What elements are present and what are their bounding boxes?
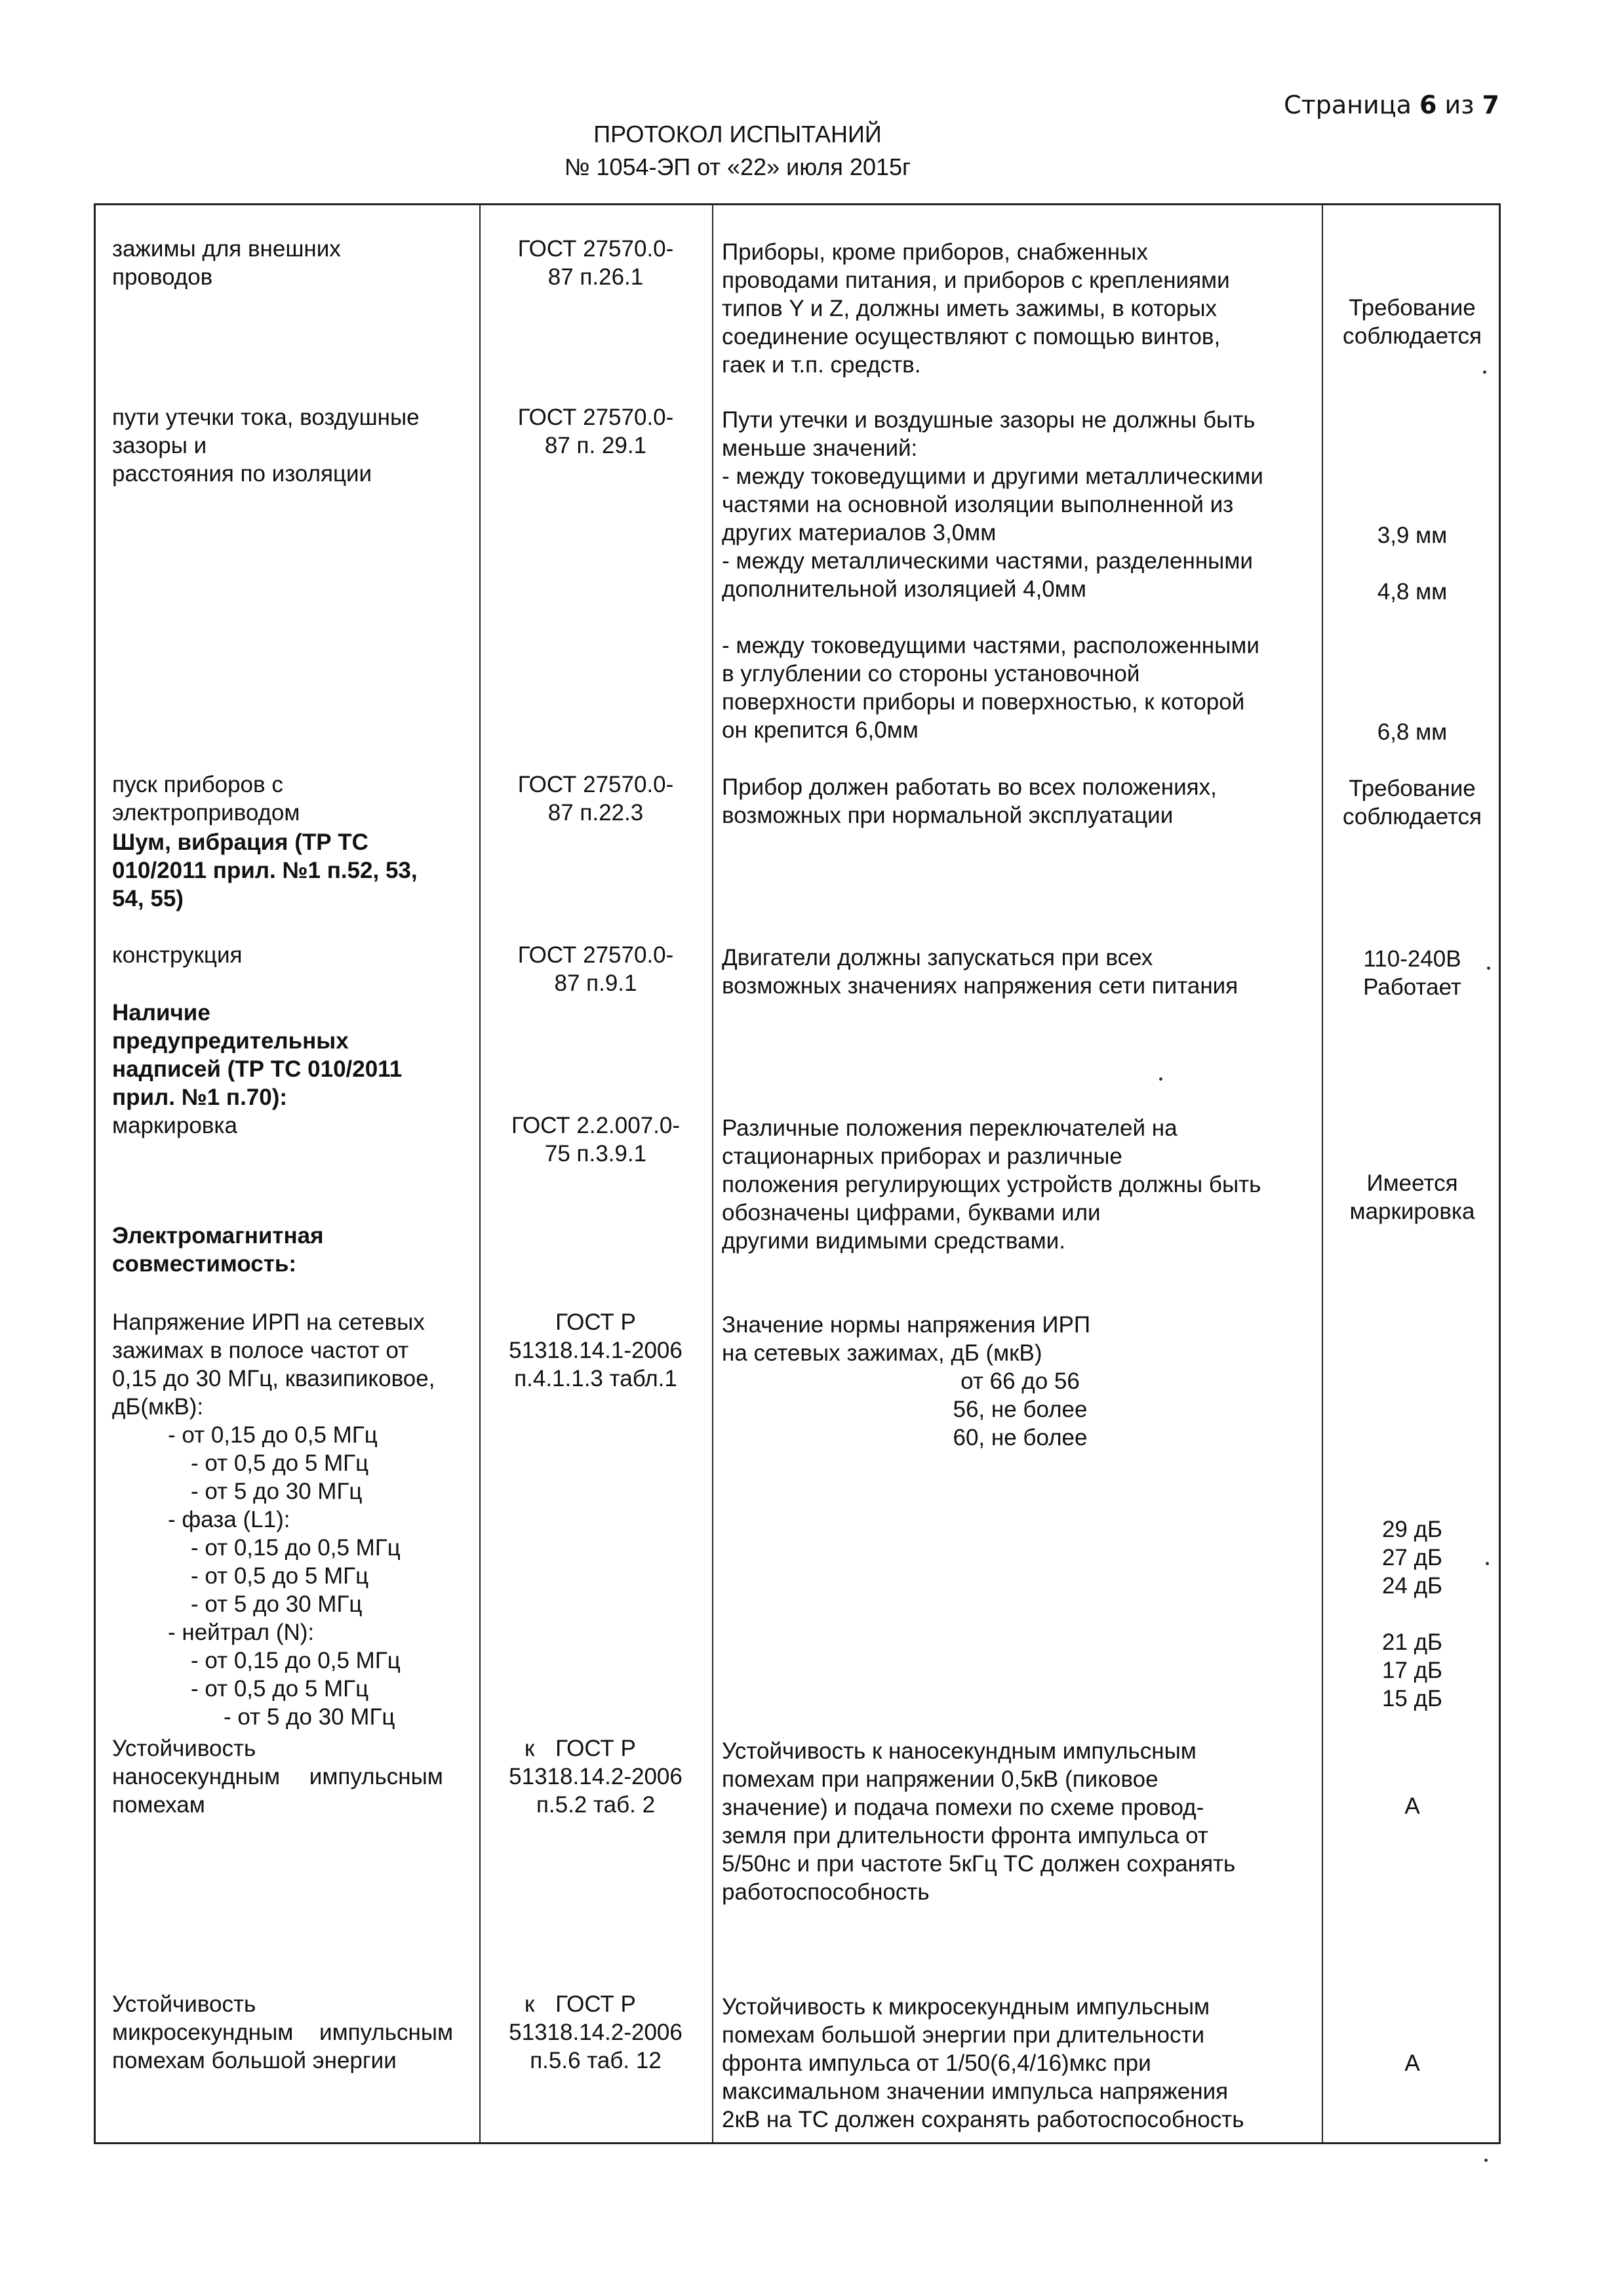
row8-standard: ГОСТ Р 51318.14.2-2006 п.5.6 таб. 12 (509, 1991, 683, 2073)
row8-result: А (1404, 2050, 1420, 2076)
scan-speck (1487, 967, 1490, 970)
row1-requirement: Приборы, кроме приборов, снабженных проводами питания, и приборов с креплениями типов Y и Z, должны иметь зажимы, в которых соединение осуществляют с помощью винтов, гаек и т.п. средств. (722, 239, 1230, 378)
section-noise-vibration: Шум, вибрация (ТР ТС 010/2011 прил. №1 п.52, 53, 54, 55) (112, 829, 418, 911)
row7-result: А (1404, 1793, 1420, 1819)
row2-requirement-recess: - между токоведущими частями, расположенными в углублении со стороны установочной поверхности приборы и поверхностью, к которой он крепится 6,0мм (722, 633, 1259, 743)
row1-parameter: зажимы для внешних проводов (112, 236, 341, 290)
row8-requirement: Устойчивость к микросекундным импульсным помехам большой энергии при длительности фронта импульса от 1/50(6,4/16)мкс при максимальном значении импульса напряжения 2кВ на ТС должен сохранять работоспособность (722, 1994, 1244, 2132)
row3-standard: ГОСТ 27570.0- 87 п.22.3 (517, 772, 674, 826)
page-number: Страница 6 из 7 (1284, 90, 1499, 119)
test-results-table (94, 203, 1501, 2144)
row1-result: Требование соблюдается (1342, 295, 1482, 349)
row6-parameter: Напряжение ИРП на сетевых зажимах в полосе частот от 0,15 до 30 МГц, квазипиковое, дБ(мкВ): - от 0,15 до 0,5 МГц - от 0,5 до 5 МГц - от 5 до 30 МГц - фаза (L1): - от 0,15 до 0,5 МГц - от 0,5 до 5 МГц - от 5 до 30 МГц - нейтрал (N): - от 0,15 до 0,5 МГц - от 0,5 до 5 МГц - от 5 до 30 МГц (112, 1309, 435, 1730)
row6-phase-results: 29 дБ 27 дБ 24 дБ (1381, 1517, 1443, 1599)
row6-neutral-results: 21 дБ 17 дБ 15 дБ (1381, 1629, 1443, 1711)
row7-standard: ГОСТ Р 51318.14.2-2006 п.5.2 таб. 2 (509, 1736, 683, 1818)
row2-standard: ГОСТ 27570.0- 87 п. 29.1 (517, 405, 674, 458)
section-warning-labels: Наличие предупредительных надписей (ТР ТС 010/2011 прил. №1 п.70): (112, 1000, 403, 1110)
row6-standard: ГОСТ Р 51318.14.1-2006 п.4.1.1.3 табл.1 (509, 1309, 683, 1391)
scan-speck (1486, 1562, 1489, 1565)
row2-result-recess: 6,8 мм (1377, 719, 1448, 745)
row2-requirement: Пути утечки и воздушные зазоры не должны быть меньше значений: - между токоведущими и другими металлическими частями на основной изоляции выполненной из других материалов 3,0мм - между металлическими частями, разделенными дополнительной изоляцией 4,0мм (722, 407, 1263, 602)
scan-speck (1159, 1077, 1162, 1081)
document-subtitle: № 1054-ЭП от «22» июля 2015г (564, 153, 911, 180)
row8-parameter: Устойчивость к микросекундным импульсным помехам большой энергии (112, 1991, 535, 2073)
row3-requirement: Прибор должен работать во всех положениях, возможных при нормальной эксплуатации (722, 774, 1217, 828)
row3-parameter: пуск приборов с электроприводом (112, 772, 300, 826)
row7-requirement: Устойчивость к наносекундным импульсным помехам при напряжении 0,5кВ (пиковое значение) и подача помехи по схеме провод- земля при длительности фронта импульса от 5/50нс и при частоте 5кГц ТС должен сохранять работоспособность (722, 1738, 1236, 1905)
row7-parameter: Устойчивость к наносекундным импульсным помехам (112, 1736, 535, 1818)
row6-norms: от 66 до 56 56, не более 60, не более (953, 1368, 1088, 1450)
scan-speck (1483, 370, 1486, 374)
row4-standard: ГОСТ 27570.0- 87 п.9.1 (517, 942, 674, 996)
row5-result: Имеется маркировка (1349, 1170, 1475, 1224)
scan-speck (1484, 2159, 1488, 2162)
row4-result: 110-240В Работает (1363, 946, 1461, 1000)
document-header (0, 118, 1475, 184)
row5-requirement: Различные положения переключателей на стационарных приборах и различные положения регулирующих устройств должны быть обозначены цифрами, буквами или другими видимыми средствами. (722, 1115, 1261, 1254)
document-title: ПРОТОКОЛ ИСПЫТАНИЙ (593, 121, 882, 148)
row5-parameter: маркировка (112, 1113, 237, 1138)
row2-result-basic: 3,9 мм (1377, 523, 1448, 548)
row2-result-additional: 4,8 мм (1377, 579, 1448, 605)
section-emc: Электромагнитная совместимость: (112, 1223, 324, 1277)
row4-requirement: Двигатели должны запускаться при всех возможных значениях напряжения сети питания (722, 945, 1238, 999)
row3-result: Требование соблюдается (1342, 776, 1482, 829)
row4-parameter: конструкция (112, 942, 243, 968)
row1-standard: ГОСТ 27570.0- 87 п.26.1 (517, 236, 674, 290)
row6-requirement: Значение нормы напряжения ИРП на сетевых зажимах, дБ (мкВ) (722, 1312, 1090, 1366)
row5-standard: ГОСТ 2.2.007.0- 75 п.3.9.1 (511, 1113, 681, 1167)
row2-parameter: пути утечки тока, воздушные зазоры и расстояния по изоляции (112, 405, 420, 487)
